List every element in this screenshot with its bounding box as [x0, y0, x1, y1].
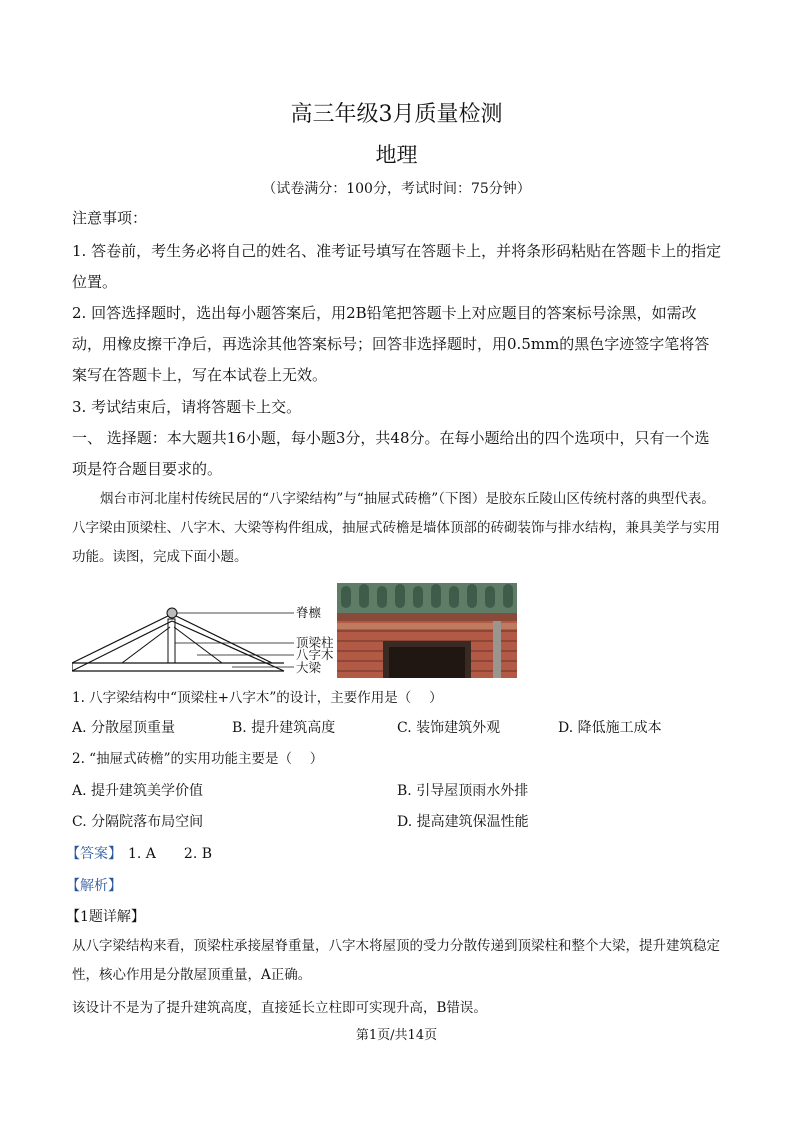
label-king-post: 顶梁柱 — [296, 635, 334, 650]
note-item-3: 3. 考试结束后，请将答题卡上交。 — [72, 398, 302, 416]
q2-option-d[interactable]: D. 提高建筑保温性能 — [397, 814, 529, 830]
note-item-2: 2. 回答选择题时，选出每小题答案后，用2B铅笔把答题卡上对应题目的答案标号涂黑，如需改动，用橡皮擦干净后，再选涂其他答案标号；回答非选择题时，用0.5mm的黑色字迹签字笔将答案写在答题卡上，写在本试卷上无效。 — [72, 304, 710, 384]
answer-text: 1. A 2. B — [128, 846, 213, 862]
page-number: 第1页/共14页 — [355, 1028, 438, 1043]
question-2-options-row-2 — [72, 811, 722, 835]
page-title: 高三年级3月质量检测 — [290, 102, 503, 127]
q1-option-d[interactable]: D. 降低施工成本 — [558, 720, 662, 736]
analysis-paragraph-1: 从八字梁结构来看，顶梁柱承接屋脊重量，八字木将屋顶的受力分散传递到顶梁柱和整个大梁，提升建筑稳定性，核心作用是分散屋顶重量，A正确。 — [72, 938, 720, 983]
question-1-options — [72, 717, 722, 741]
question-1-stem: 1. 八字梁结构中“顶梁柱+八字木”的设计，主要作用是（ ） — [72, 690, 443, 706]
answer-line — [66, 843, 716, 867]
brick-eave-photo — [337, 583, 517, 678]
q1-option-a[interactable]: A. 分散屋顶重量 — [72, 720, 176, 736]
analysis-tag: 【解析】 — [66, 878, 122, 894]
analysis-line — [66, 875, 716, 899]
q2-option-c[interactable]: C. 分隔院落布局空间 — [72, 814, 204, 830]
question-2-options-row-1 — [72, 780, 722, 804]
q1-option-b[interactable]: B. 提升建筑高度 — [232, 720, 336, 736]
notes-heading: 注意事项： — [72, 209, 148, 227]
q2-option-a[interactable]: A. 提升建筑美学价值 — [72, 783, 204, 799]
exam-meta: （试卷满分：100分，考试时间：75分钟） — [262, 181, 531, 197]
analysis-paragraph-2: 该设计不是为了提升建筑高度，直接延长立柱即可实现升高，B错误。 — [72, 1000, 487, 1016]
passage-text: 烟台市河北崖村传统民居的“八字梁结构”与“抽屉式砖檐”（下图）是胶东丘陵山区传统村落的典型代表。八字梁由顶梁柱、八字木、大梁等构件组成，抽屉式砖檐是墙体顶部的砖砌装饰与排水结构，兼具美学与实用功能。读图，完成下面小题。 — [72, 491, 720, 565]
q2-option-b[interactable]: B. 引导屋顶雨水外排 — [397, 783, 529, 799]
q1-option-c[interactable]: C. 装饰建筑外观 — [397, 720, 501, 736]
answer-tag: 【答案】 — [66, 846, 122, 862]
label-strut: 八字木 — [296, 647, 334, 662]
analysis-subheading-line — [66, 906, 716, 930]
analysis-subheading: 【1题详解】 — [66, 909, 145, 925]
section-heading: 一、 选择题：本大题共16小题，每小题3分，共48分。在每小题给出的四个选项中，只有一个选项是符合题目要求的。 — [72, 429, 710, 478]
label-ridge-purlin: 脊檩 — [296, 605, 322, 620]
label-main-beam: 大梁 — [296, 660, 322, 675]
note-item-1: 1. 答卷前，考生务必将自己的姓名、准考证号填写在答题卡上，并将条形码粘贴在答题卡上的指定位置。 — [72, 242, 722, 291]
question-2-stem: 2. “抽屉式砖檐”的实用功能主要是（ ） — [72, 751, 324, 767]
subject-title: 地理 — [375, 143, 418, 167]
